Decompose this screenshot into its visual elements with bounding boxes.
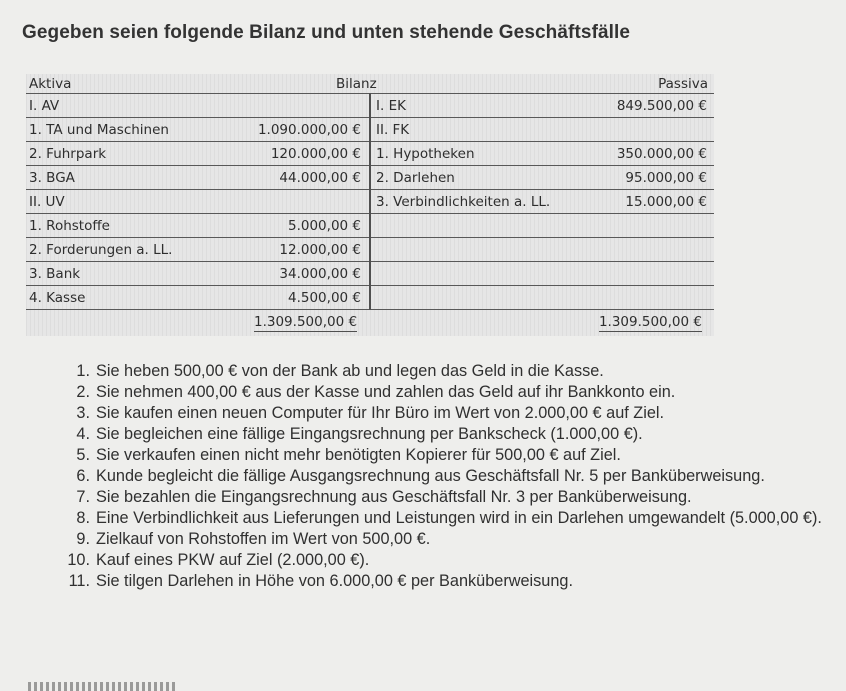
item-text: Sie heben 500,00 € von der Bank ab und legen das Geld in die Kasse. <box>96 362 604 380</box>
aktiva-item-value: 120.000,00 € <box>270 146 361 162</box>
item-text: Sie nehmen 400,00 € aus der Kasse und zahlen das Geld auf ihr Bankkonto ein. <box>96 383 676 401</box>
passiva-item-label: 1. Hypotheken <box>376 146 475 162</box>
item-number: 1. <box>76 362 90 380</box>
list-item <box>60 445 840 466</box>
passiva-label: Passiva <box>658 76 708 92</box>
sum-passiva: 1.309.500,00 € <box>598 314 702 330</box>
list-item <box>60 466 840 487</box>
aktiva-item-label: 1. Rohstoffe <box>29 218 110 234</box>
bilanz-title: Bilanz <box>336 76 377 92</box>
item-text: Kunde begleicht die fällige Ausgangsrechnung aus Geschäftsfall Nr. 5 per Banküberweisung. <box>96 467 765 485</box>
column-divider <box>369 93 371 310</box>
list-item <box>60 403 840 424</box>
item-text: Kauf eines PKW auf Ziel (2.000,00 €). <box>96 551 370 569</box>
list-item <box>60 382 840 403</box>
aktiva-item-label: 4. Kasse <box>29 290 86 306</box>
aktiva-item-label: 3. BGA <box>29 170 75 186</box>
aktiva-item-value: 34.000,00 € <box>279 266 361 282</box>
item-text: Sie verkaufen einen nicht mehr benötigten Kopierer für 500,00 € auf Ziel. <box>96 446 621 464</box>
passiva-item-value: 15.000,00 € <box>625 194 707 210</box>
item-number: 4. <box>76 425 90 443</box>
list-item <box>60 508 840 529</box>
cut-off-text-fragment <box>28 682 178 691</box>
item-number: 5. <box>76 446 90 464</box>
item-text: Sie kaufen einen neuen Computer für Ihr Büro im Wert von 2.000,00 € auf Ziel. <box>96 404 665 422</box>
item-number: 6. <box>76 467 90 485</box>
item-text: Sie tilgen Darlehen in Höhe von 6.000,00 € per Banküberweisung. <box>96 572 573 590</box>
sum-aktiva: 1.309.500,00 € <box>254 314 358 330</box>
passiva-item-value: 350.000,00 € <box>616 146 707 162</box>
aktiva-item-value: 1.090.000,00 € <box>257 122 361 138</box>
item-number: 8. <box>76 509 90 527</box>
aktiva-item-label: II. UV <box>29 194 65 210</box>
passiva-item-value: 95.000,00 € <box>625 170 707 186</box>
aktiva-item-value: 44.000,00 € <box>279 170 361 186</box>
aktiva-item-value: 12.000,00 € <box>279 242 361 258</box>
item-number: 11. <box>68 572 90 590</box>
transactions-list <box>60 361 840 592</box>
list-item <box>60 571 840 592</box>
aktiva-item-value: 4.500,00 € <box>288 290 361 306</box>
list-item <box>60 550 840 571</box>
list-item <box>60 487 840 508</box>
list-item <box>60 361 840 382</box>
aktiva-item-label: 2. Forderungen a. LL. <box>29 242 173 258</box>
bilanz-header <box>26 74 714 92</box>
passiva-item-value: 849.500,00 € <box>616 98 707 114</box>
page-heading: Gegeben seien folgende Bilanz und unten stehende Geschäftsfälle <box>22 22 631 43</box>
passiva-item-label: II. FK <box>376 122 410 138</box>
passiva-item-label: 2. Darlehen <box>376 170 455 186</box>
item-text: Eine Verbindlichkeit aus Lieferungen und Leistungen wird in ein Darlehen umgewandelt (5.000,00 €). <box>96 509 822 527</box>
item-number: 9. <box>76 530 90 548</box>
item-number: 3. <box>76 404 90 422</box>
item-text: Sie begleichen eine fällige Eingangsrechnung per Bankscheck (1.000,00 €). <box>96 425 643 443</box>
item-number: 2. <box>76 383 90 401</box>
passiva-item-label: 3. Verbindlichkeiten a. LL. <box>376 194 551 210</box>
list-item <box>60 424 840 445</box>
aktiva-item-label: I. AV <box>29 98 60 114</box>
item-number: 10. <box>67 551 90 569</box>
aktiva-item-value: 5.000,00 € <box>288 218 361 234</box>
aktiva-item-label: 3. Bank <box>29 266 81 282</box>
item-number: 7. <box>76 488 90 506</box>
list-item <box>60 529 840 550</box>
aktiva-item-label: 2. Fuhrpark <box>29 146 107 162</box>
aktiva-item-label: 1. TA und Maschinen <box>29 122 169 138</box>
bilanz-table <box>26 74 714 336</box>
item-text: Sie bezahlen die Eingangsrechnung aus Geschäftsfall Nr. 3 per Banküberweisung. <box>96 488 692 506</box>
aktiva-label: Aktiva <box>29 76 72 92</box>
passiva-item-label: I. EK <box>376 98 406 114</box>
item-text: Zielkauf von Rohstoffen im Wert von 500,00 €. <box>96 530 431 548</box>
